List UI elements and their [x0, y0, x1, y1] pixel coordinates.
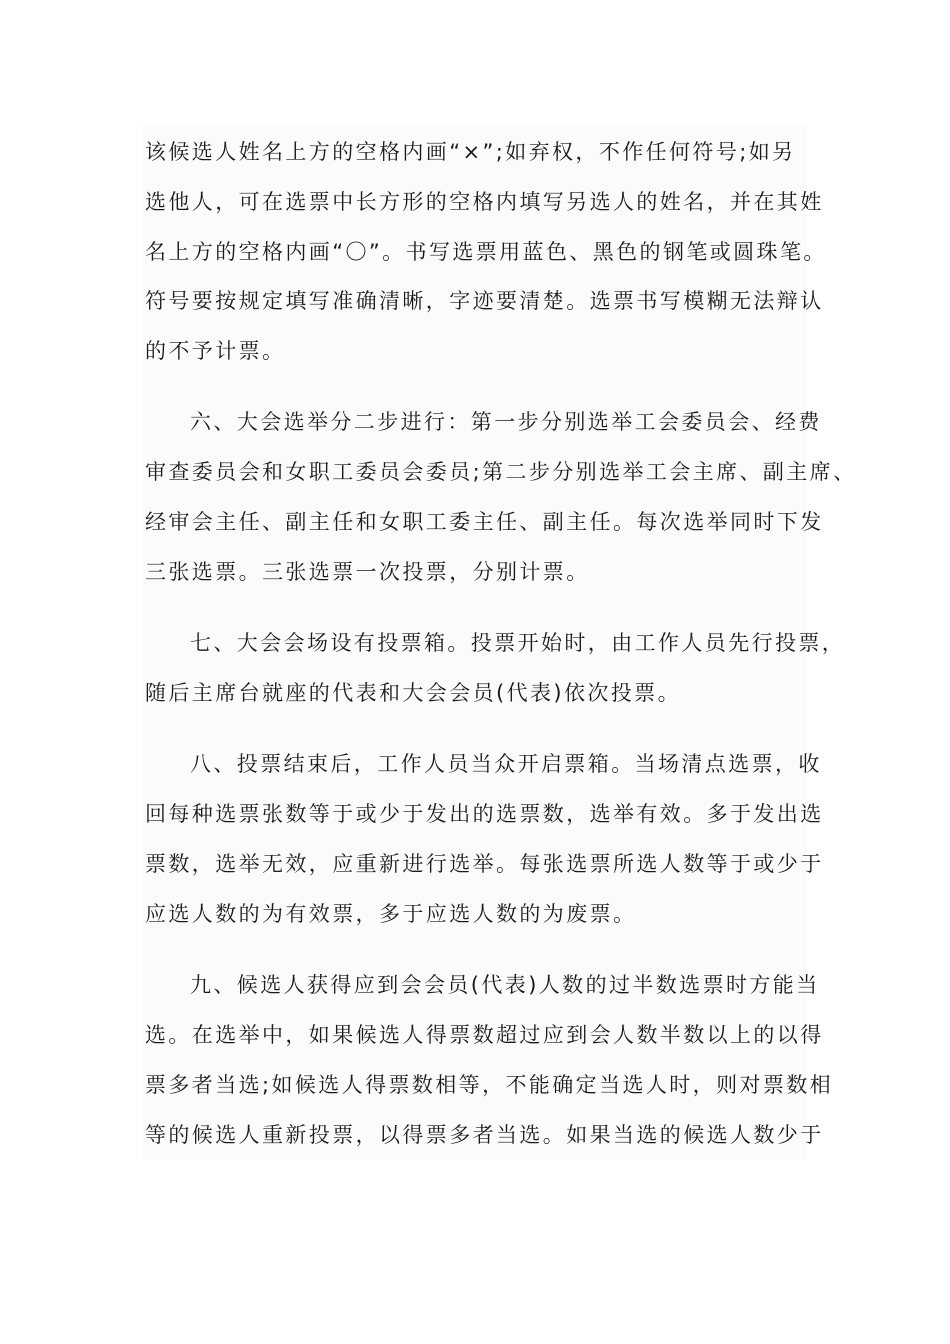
text-line: 九、候选人获得应到会会员(代表)人数的过半数选票时方能当 [190, 973, 820, 997]
text-line: 回每种选票张数等于或少于发出的选票数，选举有效。多于发出选 [145, 802, 824, 826]
text-line: 票多者当选;如候选人得票数相等，不能确定当选人时，则对票数相 [145, 1073, 834, 1097]
text-line: 选。在选举中，如果候选人得票数超过应到会人数半数以上的以得 [145, 1023, 824, 1047]
text-line: 三张选票。三张选票一次投票，分别计票。 [145, 560, 590, 584]
text-line: 经审会主任、副主任和女职工委主任、副主任。每次选举同时下发 [145, 510, 824, 534]
text-line: 八、投票结束后，工作人员当众开启票箱。当场清点选票，收 [190, 752, 822, 776]
text-line: 等的候选人重新投票，以得票多者当选。如果当选的候选人数少于 [145, 1123, 824, 1147]
text-line: 名上方的空格内画“〇”。书写选票用蓝色、黑色的钢笔或圆珠笔。 [145, 240, 827, 264]
text-line: 的不予计票。 [145, 339, 286, 363]
text-line: 审查委员会和女职工委员会委员;第二步分别选举工会主席、副主席、 [145, 460, 857, 484]
text-line: 六、大会选举分二步进行：第一步分别选举工会委员会、经费 [190, 410, 822, 434]
text-line: 七、大会会场设有投票箱。投票开始时，由工作人员先行投票， [190, 631, 846, 655]
text-line: 符号要按规定填写准确清晰，字迹要清楚。选票书写模糊无法辩认 [145, 289, 824, 313]
text-line: 票数，选举无效，应重新进行选举。每张选票所选人数等于或少于 [145, 852, 824, 876]
text-line: 应选人数的为有效票，多于应选人数的为废票。 [145, 902, 637, 926]
text-line: 随后主席台就座的代表和大会会员(代表)依次投票。 [145, 681, 681, 705]
text-line: 选他人，可在选票中长方形的空格内填写另选人的姓名，并在其姓 [145, 190, 824, 214]
text-line: 该候选人姓名上方的空格内画“×”;如弃权，不作任何符号;如另 [145, 140, 796, 164]
